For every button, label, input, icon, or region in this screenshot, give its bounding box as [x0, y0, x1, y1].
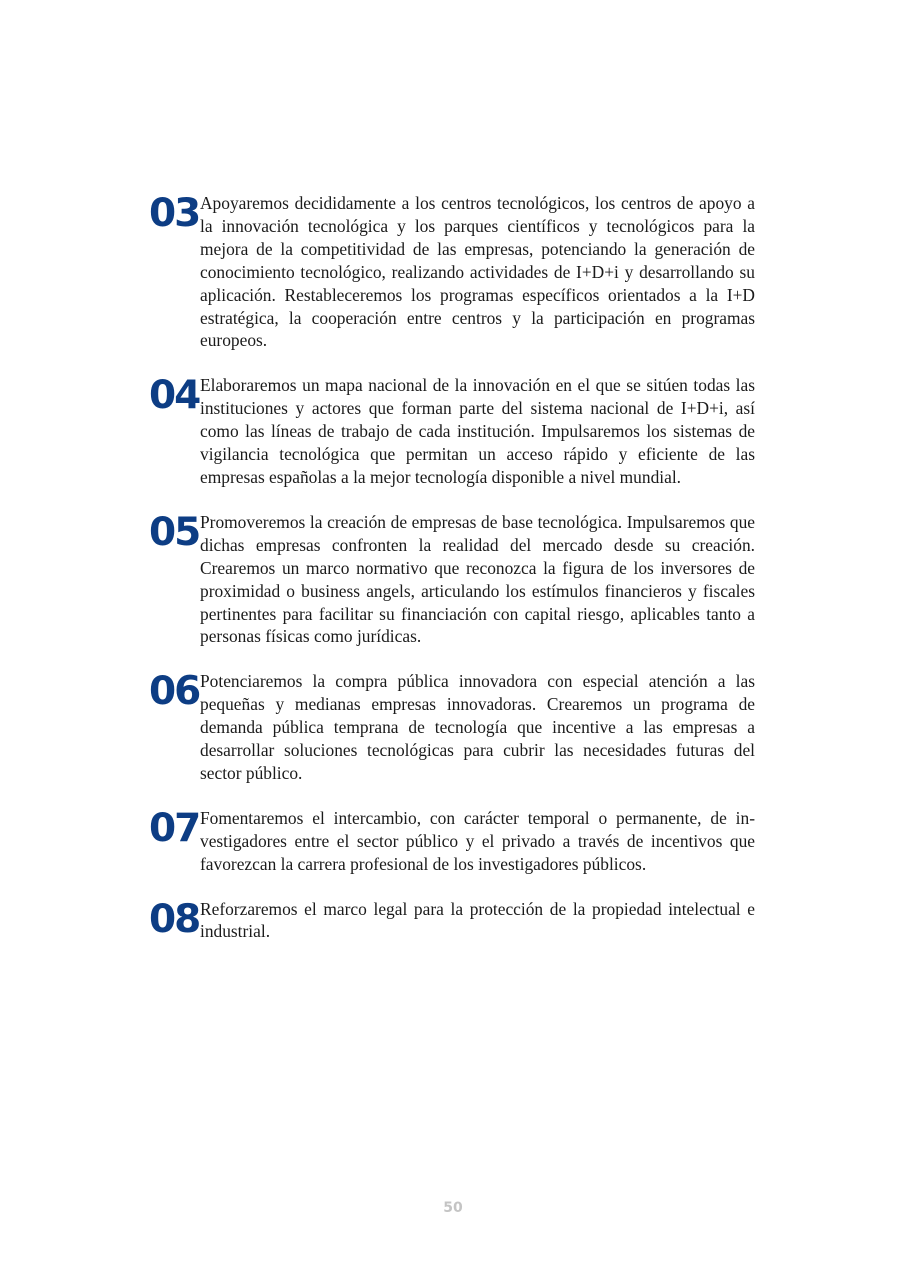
item-number: 04	[149, 373, 200, 419]
item-number: 03	[149, 191, 200, 236]
item-text: Promoveremos la creación de empresas de base tecnológica. Impulsaremos que dichas empresas confronten la realidad del mercado desde su creación. Crearemos un marco normativo que reconozca la figura de los inversores de proximidad o business angels, articulando los estímulos financieros y fiscales pertinentes para facilitar su financiación con capital riesgo, aplicables tanto a personas físicas como jurídicas.	[200, 511, 755, 647]
item-number: 06	[149, 669, 200, 715]
item-text: Apoyaremos decididamente a los centros tecnológicos, los centros de apoyo a la innovación tecnológica y los parques científicos y tecnológicos para la mejora de la competitividad de las empresas, potenciando la generación de conocimiento tecnológico, realizando actividades de I+D+i y desarrollando su aplicación. Restableceremos los programas específicos orientados a la I+D estratégica, la cooperación entre centros y la participación en programas europeos.	[200, 193, 755, 351]
list-item	[149, 898, 755, 944]
list-item	[149, 807, 755, 876]
item-number: 08	[149, 896, 200, 942]
list-item	[149, 192, 755, 352]
item-text: Elaboraremos un mapa nacional de la innovación en el que se sitúen todas las instituciones y actores que forman parte del sistema nacional de I+D+i, así como las líneas de trabajo de cada institución. Impulsaremos los sistemas de vigilancia tecnológica que permitan un acceso rápido y eficiente de las empresas españolas a la mejor tecnología disponible a nivel mundial.	[200, 375, 755, 487]
item-text: Reforzaremos el marco legal para la protección de la propiedad intelectual e industrial.	[200, 898, 755, 942]
list-item	[149, 374, 755, 489]
list-item	[149, 511, 755, 648]
numbered-list	[149, 192, 755, 965]
page-number: 50	[443, 1200, 463, 1216]
item-number: 05	[149, 509, 200, 555]
item-number: 07	[149, 805, 200, 851]
item-text: Potenciaremos la compra pública innovadora con especial atención a las pequeñas y medianas empresas innovadoras. Crearemos un programa de demanda pública temprana de tecnología que incentive a las empresas a desarrollar soluciones tecnológicas para cubrir las necesidades futuras del sector público.	[200, 671, 755, 783]
item-text: Fomentaremos el intercambio, con carácter temporal o permanente, de investigadores entre el sector público y el privado a través de incentivos que favorezcan la carrera profesional de los investigadores públicos.	[200, 807, 755, 874]
list-item	[149, 670, 755, 785]
